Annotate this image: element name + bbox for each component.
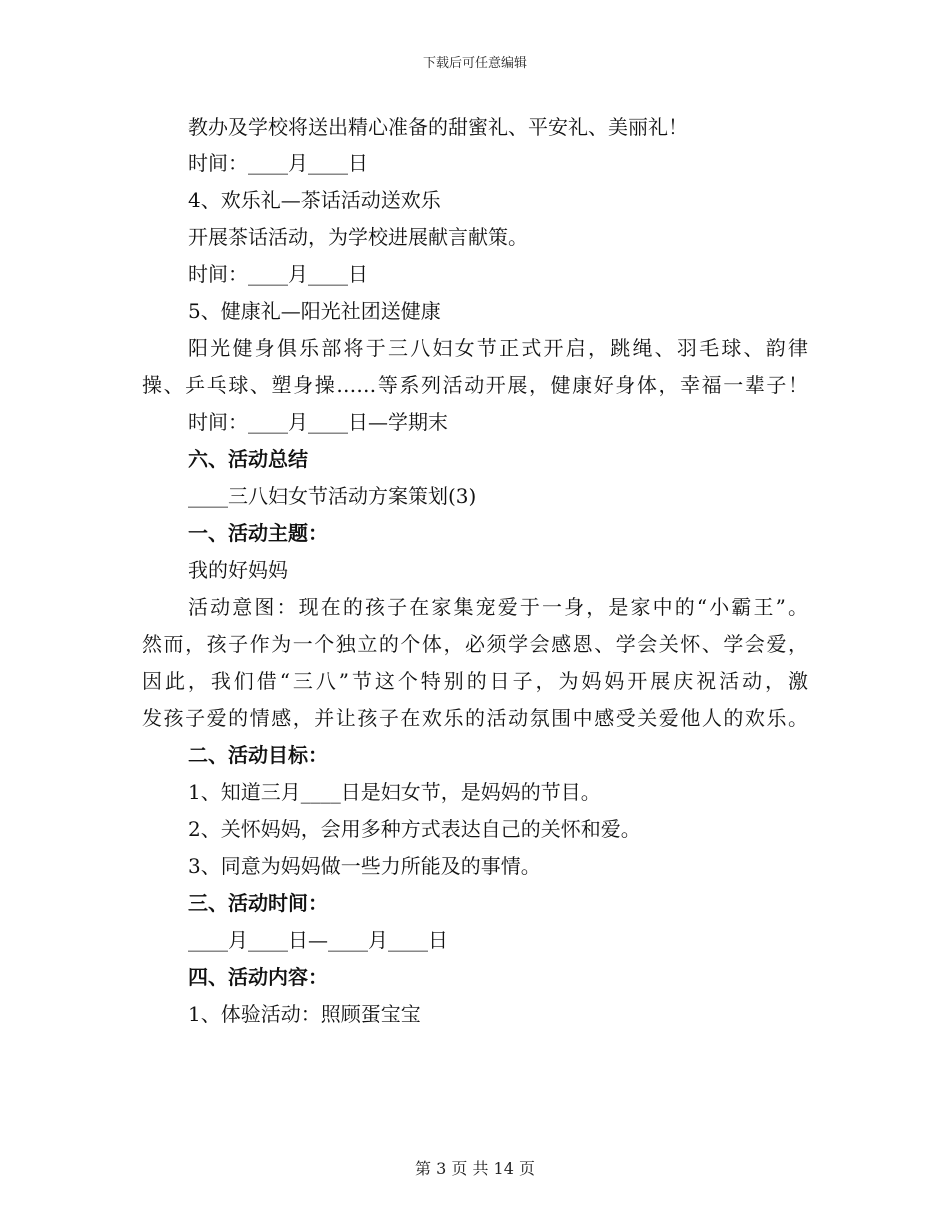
paragraph-line: 因此，我们借“三八”节这个特别的日子，为妈妈开展庆祝活动，激 bbox=[142, 669, 808, 693]
paragraph-line: 操、乒乓球、塑身操……等系列活动开展，健康好身体，幸福一辈子！ bbox=[142, 373, 808, 397]
document-title: ____三八妇女节活动方案策划(3) bbox=[188, 484, 477, 508]
section-heading: 一、活动主题： bbox=[188, 521, 328, 545]
list-item: 3、同意为妈妈做一些力所能及的事情。 bbox=[188, 854, 541, 878]
list-item-heading: 4、欢乐礼—茶话活动送欢乐 bbox=[188, 188, 441, 212]
paragraph-line: 阳光健身俱乐部将于三八妇女节正式开启，跳绳、羽毛球、韵律 bbox=[188, 336, 808, 360]
list-item: 2、关怀妈妈，会用多种方式表达自己的关怀和爱。 bbox=[188, 817, 641, 841]
section-heading: 三、活动时间： bbox=[188, 891, 328, 915]
paragraph-line: 时间：____月____日 bbox=[188, 151, 368, 175]
paragraph-line: 时间：____月____日—学期末 bbox=[188, 410, 448, 434]
list-item-heading: 5、健康礼—阳光社团送健康 bbox=[188, 299, 441, 323]
page-header: 下载后可任意编辑 bbox=[422, 56, 527, 71]
paragraph-line: 发孩子爱的情感，并让孩子在欢乐的活动氛围中感受关爱他人的欢乐。 bbox=[142, 706, 808, 730]
paragraph-line: 我的好妈妈 bbox=[188, 558, 288, 582]
paragraph-line: 时间：____月____日 bbox=[188, 262, 368, 286]
page-footer: 第 3 页 共 14 页 bbox=[415, 1159, 535, 1178]
paragraph-line: 然而，孩子作为一个独立的个体，必须学会感恩、学会关怀、学会爱， bbox=[142, 632, 808, 656]
paragraph-line: 开展茶话活动，为学校进展献言献策。 bbox=[188, 225, 528, 249]
paragraph-line: 教办及学校将送出精心准备的甜蜜礼、平安礼、美丽礼！ bbox=[188, 115, 688, 139]
section-heading: 四、活动内容： bbox=[188, 965, 328, 989]
list-item: 1、知道三月____日是妇女节，是妈妈的节目。 bbox=[188, 780, 601, 804]
paragraph-line: ____月____日—____月____日 bbox=[188, 928, 448, 952]
paragraph-line: 活动意图：现在的孩子在家集宠爱于一身，是家中的“小霸王”。 bbox=[188, 595, 808, 619]
list-item: 1、体验活动：照顾蛋宝宝 bbox=[188, 1002, 421, 1026]
section-heading: 六、活动总结 bbox=[188, 447, 308, 471]
section-heading: 二、活动目标： bbox=[188, 743, 328, 767]
